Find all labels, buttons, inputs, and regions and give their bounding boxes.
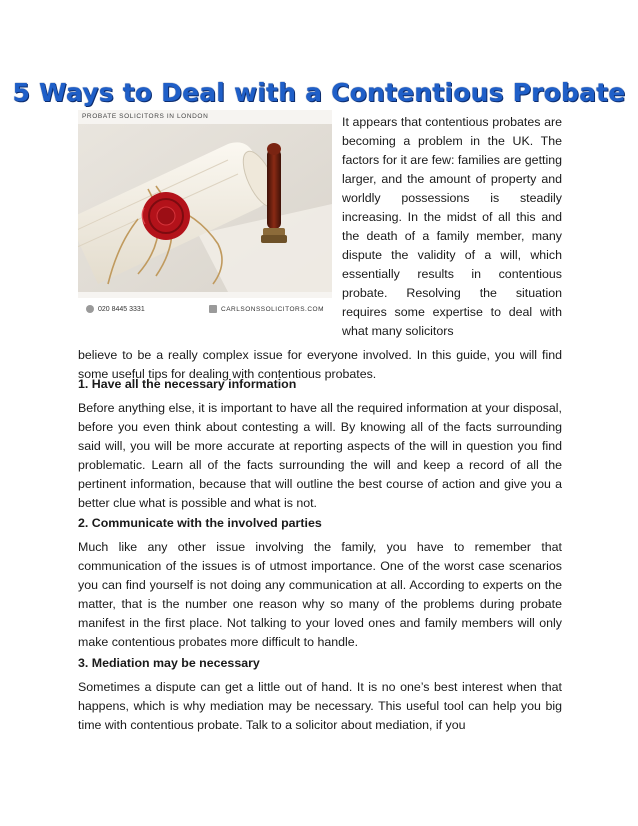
probate-seal-photo [78, 124, 332, 292]
section-heading: 2. Communicate with the involved parties [78, 516, 322, 530]
article-image [78, 110, 332, 322]
image-phone: 020 8445 3331 [98, 305, 145, 313]
image-footer [78, 298, 332, 322]
phone-icon [86, 305, 94, 313]
section-body: Sometimes a dispute can get a little out of hand. It is no one’s best interest when that happens, which is why mediation may be necessary. This useful tool can help you big time with contentious probate. Talk to a solicitor about mediation, if you [78, 680, 562, 732]
globe-icon [209, 305, 217, 313]
wax-seal [142, 192, 190, 240]
section-heading: 1. Have all the necessary information [78, 377, 297, 391]
section-body: Much like any other issue involving the family, you have to remember that communication of the issues is of utmost importance. One of the worst case scenarios you can find yourself is not doing any communication at all. According to experts on the matter, that is the number one reason why so many of the problems during probate manifest in the first place. Not talking to your loved ones and family members will only make contentious probates more difficult to handle. [78, 540, 562, 649]
image-site: CARLSONSSOLICITORS.COM [221, 305, 324, 313]
intro-paragraph-full: believe to be a really complex issue for everyone involved. In this guide, you will find some useful tips for dealing with contentious probates. [78, 348, 562, 381]
intro-paragraph-wrap: It appears that contentious probates are becoming a problem in the UK. The factors for it are few: families are getting larger, and the amount of property and worldly possessions is steadily increasing. In the midst of all this and the death of a family member, many dispute the validity of a will, which essentially results in contentious probate. Resolving the situation requires some expertise to deal with what many solicitors [342, 115, 562, 338]
section-body: Before anything else, it is important to have all the required information at your disposal, before you even think about contesting a will. By knowing all of the facts surrounding said will, you will be more accurate at reporting aspects of the will in question you find problematic. Learn all of the facts surrounding the will and keep a record of all the pertinent information, because that will outline the best course of action and give you a better clue what is possible and what is not. [78, 401, 562, 510]
page-title: 5 Ways to Deal with a Contentious Probate [12, 78, 626, 107]
image-caption: PROBATE SOLICITORS IN LONDON [82, 113, 209, 120]
section-heading: 3. Mediation may be necessary [78, 656, 260, 670]
